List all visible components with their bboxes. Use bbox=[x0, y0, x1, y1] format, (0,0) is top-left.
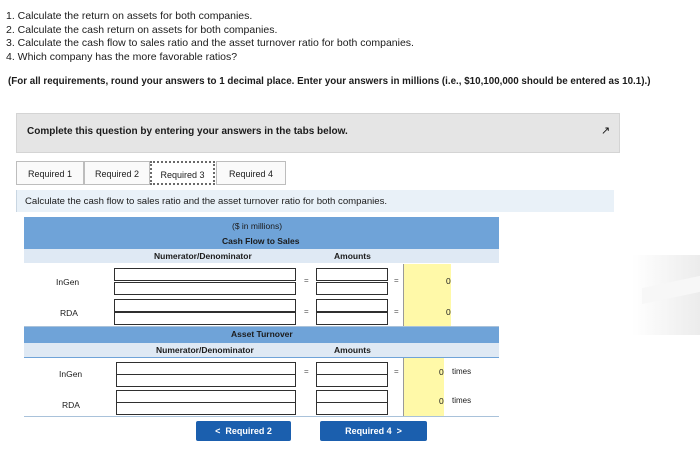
row-label-rda: RDA bbox=[62, 400, 80, 410]
prompt-bar bbox=[16, 190, 614, 212]
numerator-input[interactable] bbox=[114, 268, 296, 281]
panel-text: Complete this question by entering your answers in the tabs below. bbox=[27, 126, 348, 137]
equals-sign: = bbox=[304, 276, 309, 285]
tab-required-1[interactable]: Required 1 bbox=[16, 161, 84, 185]
requirement-4: 4. Which company has the more favorable ratios? bbox=[6, 50, 238, 63]
ratio-table bbox=[24, 217, 499, 417]
row-label-ingen: InGen bbox=[59, 369, 83, 379]
result-cell bbox=[403, 358, 444, 388]
amounts-header: Amounts bbox=[334, 251, 371, 261]
row-label-rda: RDA bbox=[60, 308, 78, 318]
result-value: 0 bbox=[446, 307, 451, 317]
requirement-3: 3. Calculate the cash flow to sales ratio and the asset turnover ratio for both companies. bbox=[6, 37, 414, 49]
equals-sign: = bbox=[394, 307, 399, 316]
numerator-denominator-header: Numerator/Denominator bbox=[156, 345, 254, 355]
denominator-input[interactable] bbox=[114, 282, 296, 295]
chevron-right-icon: > bbox=[396, 426, 402, 436]
row-label-ingen: InGen bbox=[56, 277, 80, 287]
numerator-input[interactable] bbox=[114, 299, 296, 312]
unit-label: times bbox=[452, 396, 472, 405]
tab-required-2[interactable]: Required 2 bbox=[84, 161, 150, 185]
result-cell bbox=[403, 388, 444, 416]
prompt-text: Calculate the cash flow to sales ratio and the asset turnover ratio for both companies. bbox=[25, 196, 388, 207]
prev-button-label: Required 2 bbox=[225, 426, 272, 436]
denominator-amount-input[interactable] bbox=[316, 282, 388, 295]
numerator-denominator-header: Numerator/Denominator bbox=[154, 251, 252, 261]
equals-sign: = bbox=[394, 276, 399, 285]
unit-label: times bbox=[452, 367, 472, 376]
cash-flow-title: Cash Flow to Sales bbox=[222, 236, 300, 246]
denominator-amount-input[interactable] bbox=[316, 374, 388, 387]
units-label: ($ in millions) bbox=[232, 221, 283, 231]
denominator-input[interactable] bbox=[116, 374, 296, 387]
result-value: 0 bbox=[439, 396, 444, 406]
result-value: 0 bbox=[446, 276, 451, 286]
denominator-input[interactable] bbox=[116, 402, 296, 415]
collapse-arrow-icon[interactable]: ↗ bbox=[601, 125, 611, 137]
tab-required-3[interactable]: Required 3 bbox=[150, 161, 215, 185]
next-button-label: Required 4 bbox=[345, 426, 392, 436]
amounts-header: Amounts bbox=[334, 345, 371, 355]
equals-sign: = bbox=[394, 367, 399, 376]
result-cell bbox=[403, 264, 451, 296]
cash-flow-subheader bbox=[24, 249, 499, 263]
next-button[interactable] bbox=[320, 421, 427, 441]
equals-sign: = bbox=[304, 367, 309, 376]
table-row bbox=[24, 264, 499, 297]
table-row bbox=[24, 388, 499, 417]
prev-button[interactable] bbox=[196, 421, 291, 441]
denominator-amount-input[interactable] bbox=[316, 312, 388, 325]
equals-sign: = bbox=[304, 307, 309, 316]
denominator-input[interactable] bbox=[114, 312, 296, 325]
requirement-2: 2. Calculate the cash return on assets for both companies. bbox=[6, 23, 278, 36]
requirement-1: 1. Calculate the return on assets for both companies. bbox=[6, 10, 253, 22]
instructions: (For all requirements, round your answers to 1 decimal place. Enter your answers in millions (i.e., $10,100,000 should be entered as 10.1).) bbox=[8, 76, 651, 87]
result-value: 0 bbox=[439, 367, 444, 377]
table-row bbox=[24, 358, 499, 389]
table-row bbox=[24, 296, 499, 327]
tab-required-4[interactable]: Required 4 bbox=[216, 161, 286, 185]
requirements-list bbox=[6, 10, 414, 64]
chevron-left-icon: < bbox=[215, 426, 221, 436]
numerator-amount-input[interactable] bbox=[316, 299, 388, 312]
question-panel bbox=[16, 113, 620, 153]
asset-turnover-subheader bbox=[24, 343, 499, 357]
numerator-amount-input[interactable] bbox=[316, 268, 388, 281]
result-cell bbox=[403, 296, 451, 326]
denominator-amount-input[interactable] bbox=[316, 402, 388, 415]
asset-turnover-title: Asset Turnover bbox=[231, 329, 293, 339]
